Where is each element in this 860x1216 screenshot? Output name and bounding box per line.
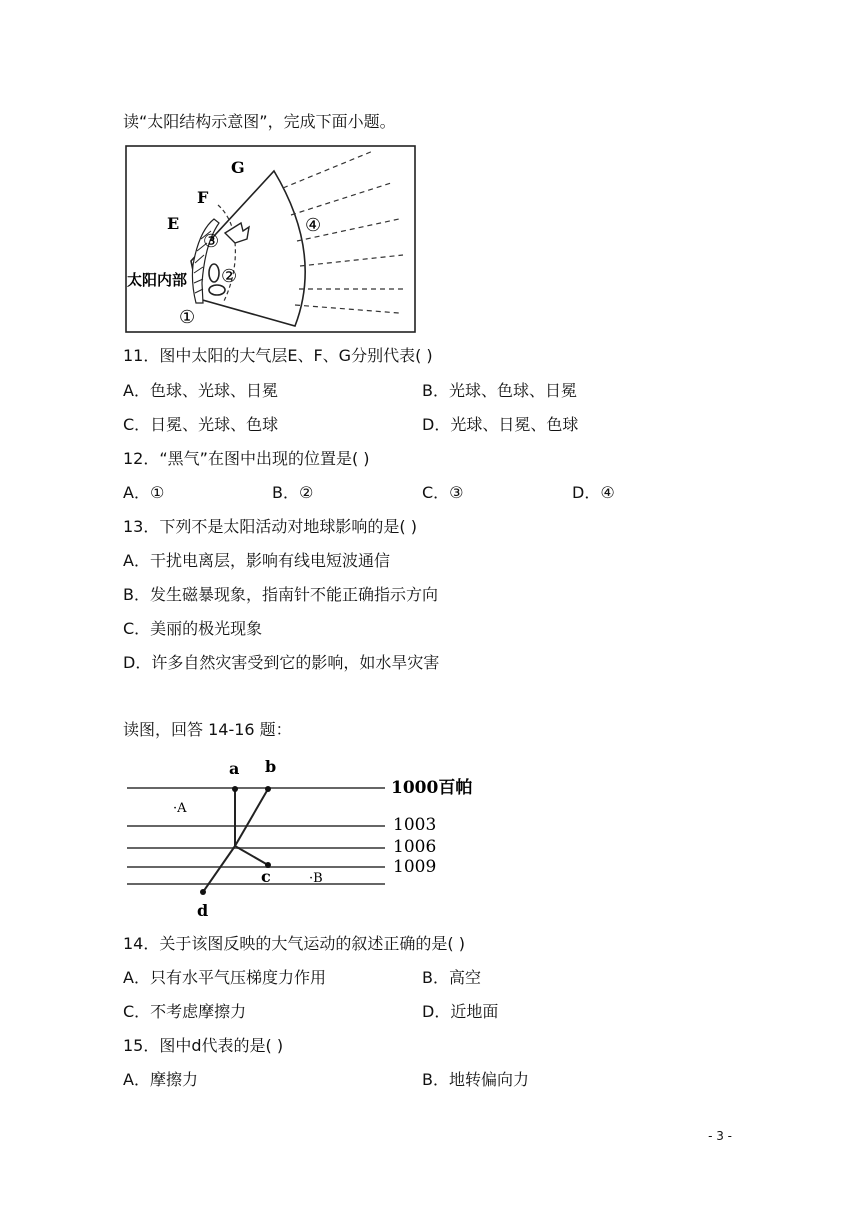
label-num-3: ③ bbox=[203, 231, 220, 252]
isobar-1003-label: 1003 bbox=[393, 815, 437, 835]
q15-option-a: A．摩擦力 bbox=[123, 1070, 198, 1089]
q12-option-d: D．④ bbox=[572, 483, 615, 502]
isobar-1006-label: 1006 bbox=[393, 837, 437, 857]
sun-structure-diagram bbox=[123, 143, 418, 334]
q14-option-c: C．不考虑摩擦力 bbox=[123, 1002, 247, 1021]
q12-stem: 12．“黑气”在图中出现的位置是( ) bbox=[123, 449, 370, 468]
q12-option-c: C．③ bbox=[422, 483, 464, 502]
point-b-label: b bbox=[265, 757, 277, 776]
q11-option-a: A．色球、光球、日冕 bbox=[123, 381, 278, 400]
q13-option-a: A．干扰电离层，影响有线电短波通信 bbox=[123, 551, 390, 570]
label-num-2: ② bbox=[221, 266, 238, 287]
label-sun-interior: 太阳内部 bbox=[127, 271, 188, 289]
isobar-1000-label: 1000百帕 bbox=[391, 778, 473, 798]
q11-option-d: D．光球、日冕、色球 bbox=[422, 415, 579, 434]
q13-option-b: B．发生磁暴现象，指南针不能正确指示方向 bbox=[123, 585, 438, 604]
q14-option-d: D．近地面 bbox=[422, 1002, 499, 1021]
intro-isobar: 读图，回答 14-16 题： bbox=[123, 720, 292, 739]
label-f: F bbox=[197, 188, 209, 207]
q13-stem: 13．下列不是太阳活动对地球影响的是( ) bbox=[123, 517, 417, 536]
page-number: - 3 - bbox=[708, 1129, 732, 1143]
point-A-label: ·A bbox=[173, 801, 187, 816]
q11-option-b: B．光球、色球、日冕 bbox=[422, 381, 577, 400]
point-B-label: ·B bbox=[309, 871, 323, 886]
q14-option-b: B．高空 bbox=[422, 968, 481, 987]
isobar-1009-label: 1009 bbox=[393, 857, 437, 877]
label-e: E bbox=[167, 214, 180, 233]
intro-solar-structure: 读“太阳结构示意图”，完成下面小题。 bbox=[123, 112, 396, 131]
q12-option-b: B．② bbox=[272, 483, 314, 502]
label-num-1: ① bbox=[179, 307, 196, 328]
label-g: G bbox=[231, 158, 245, 177]
isobar-force-diagram bbox=[123, 752, 493, 922]
q15-stem: 15．图中d代表的是( ) bbox=[123, 1036, 284, 1055]
q13-option-d: D．许多自然灾害受到它的影响，如水旱灾害 bbox=[123, 653, 440, 672]
label-num-4: ④ bbox=[305, 215, 322, 236]
point-d-label: d bbox=[197, 901, 209, 920]
point-c-label: c bbox=[261, 867, 271, 886]
q14-option-a: A．只有水平气压梯度力作用 bbox=[123, 968, 326, 987]
q12-option-a: A．① bbox=[123, 483, 165, 502]
q13-option-c: C．美丽的极光现象 bbox=[123, 619, 263, 638]
q11-option-c: C．日冕、光球、色球 bbox=[123, 415, 279, 434]
q11-stem: 11．图中太阳的大气层E、F、G分别代表( ) bbox=[123, 346, 433, 365]
q15-option-b: B．地转偏向力 bbox=[422, 1070, 529, 1089]
q14-stem: 14．关于该图反映的大气运动的叙述正确的是( ) bbox=[123, 934, 465, 953]
point-a-label: a bbox=[229, 759, 240, 778]
